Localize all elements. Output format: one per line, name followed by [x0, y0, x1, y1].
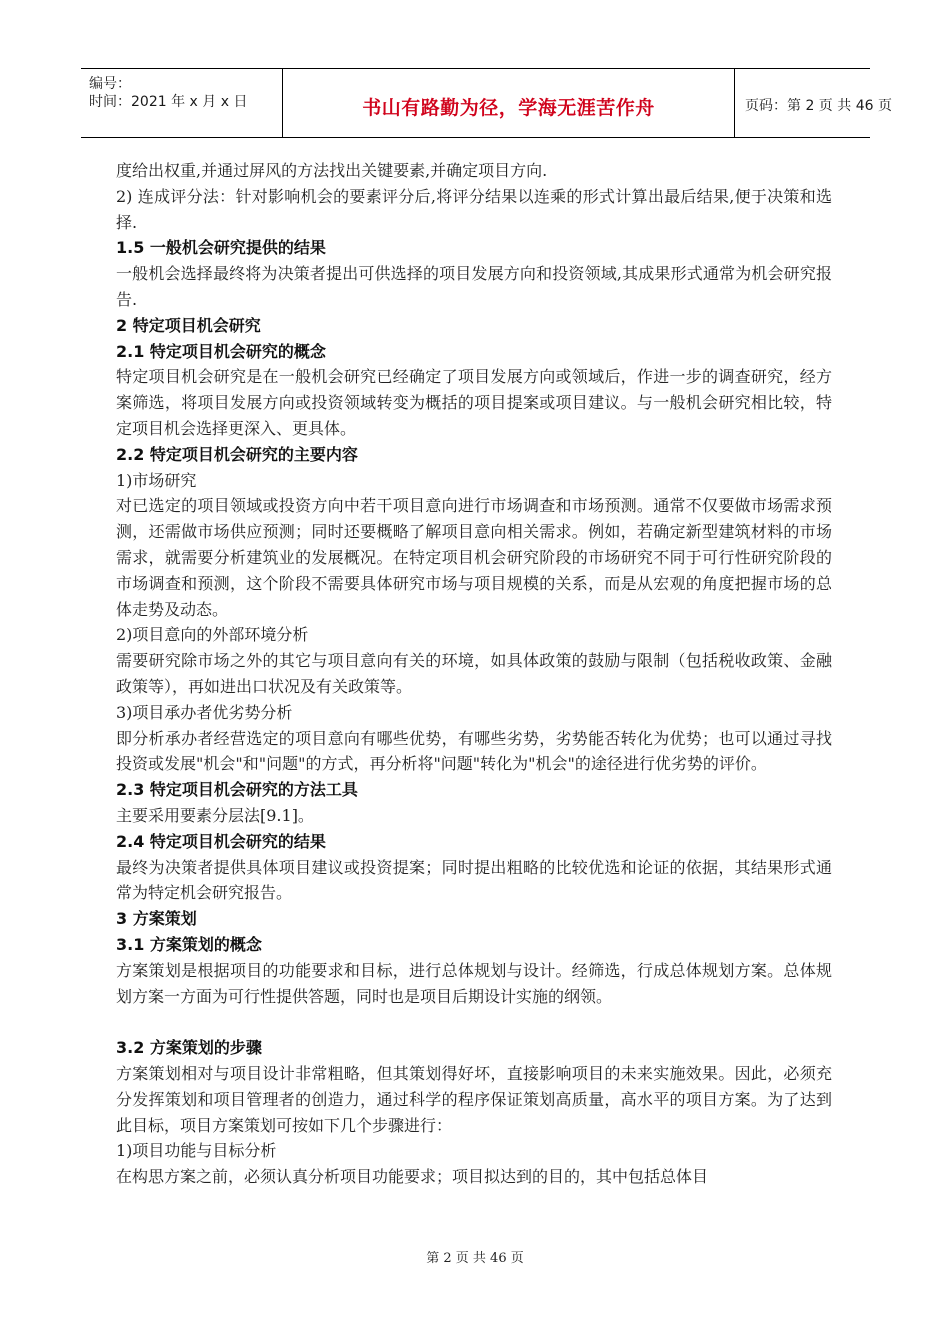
body-paragraph: 3)项目承办者优劣势分析	[116, 702, 293, 722]
section-heading: 3.1 方案策划的概念	[116, 934, 262, 954]
header-meta-cell	[81, 69, 283, 137]
section-heading: 3 方案策划	[116, 909, 197, 929]
document-body	[116, 158, 832, 1190]
header-motto: 书山有路勤为径，学海无涯苦作舟	[362, 97, 655, 119]
body-paragraph: 特定项目机会研究是在一般机会研究已经确定了项目发展方向或领域后，作进一步的调查研究，经方案筛选，将项目发展方向或投资领域转变为概括的项目提案或项目建议。与一般机会研究相比较，特定项目机会选择更深入、更具体。	[116, 367, 832, 438]
footer-page-number: 第 2 页 共 46 页	[426, 1251, 524, 1266]
body-paragraph: 一般机会选择最终将为决策者提出可供选择的项目发展方向和投资领域,其成果形式通常为机会研究报告.	[116, 264, 832, 309]
body-paragraph: 需要研究除市场之外的其它与项目意向有关的环境，如具体政策的鼓励与限制（包括税收政策、金融政策等），再如进出口状况及有关政策等。	[116, 651, 832, 696]
header-page-cell	[735, 69, 892, 137]
document-number-label: 编号：	[89, 76, 131, 92]
paragraph-spacer	[116, 1009, 832, 1035]
body-paragraph: 1)市场研究	[116, 470, 197, 490]
section-heading: 2 特定项目机会研究	[116, 315, 261, 335]
body-paragraph: 对已选定的项目领域或投资方向中若干项目意向进行市场调查和市场预测。通常不仅要做市场需求预测，还需做市场供应预测；同时还要概略了解项目意向相关需求。例如，若确定新型建筑材料的市场需求，就需要分析建筑业的发展概况。在特定项目机会研究阶段的市场研究不同于可行性研究阶段的市场调查和预测，这个阶段不需要具体研究市场与项目规模的关系，而是从宏观的角度把握市场的总体走势及动态。	[116, 496, 832, 619]
section-heading: 2.3 特定项目机会研究的方法工具	[116, 780, 358, 800]
section-heading: 2.1 特定项目机会研究的概念	[116, 341, 326, 361]
header-page-code: 页码：第 2 页 共 46 页	[745, 98, 892, 114]
section-heading: 3.2 方案策划的步骤	[116, 1038, 262, 1058]
body-paragraph: 在构思方案之前，必须认真分析项目功能要求；项目拟达到的目的，其中包括总体目	[116, 1167, 709, 1187]
body-paragraph: 1)项目功能与目标分析	[116, 1141, 277, 1161]
body-paragraph: 2) 连成评分法：针对影响机会的要素评分后,将评分结果以连乘的形式计算出最后结果,便于决策和选择.	[116, 186, 832, 232]
body-paragraph: 方案策划相对与项目设计非常粗略，但其策划得好坏，直接影响项目的未来实施效果。因此，必须充分发挥策划和项目管理者的创造力，通过科学的程序保证策划高质量，高水平的项目方案。为了达到此目标，项目方案策划可按如下几个步骤进行：	[116, 1064, 832, 1135]
body-paragraph: 最终为决策者提供具体项目建议或投资提案；同时提出粗略的比较优选和论证的依据，其结果形式通常为特定机会研究报告。	[116, 857, 832, 903]
section-heading: 2.4 特定项目机会研究的结果	[116, 831, 326, 851]
body-paragraph: 即分析承办者经营选定的项目意向有哪些优势，有哪些劣势，劣势能否转化为优势；也可以通过寻找投资或发展"机会"和"问题"的方式，再分析将"问题"转化为"机会"的途径进行优劣势的评价。	[116, 728, 832, 774]
header-motto-cell	[283, 69, 735, 137]
body-paragraph: 度给出权重,并通过屏风的方法找出关键要素,并确定项目方向.	[116, 161, 548, 180]
section-heading: 2.2 特定项目机会研究的主要内容	[116, 444, 358, 464]
body-paragraph: 方案策划是根据项目的功能要求和目标，进行总体规划与设计。经筛选，行成总体规划方案。总体规划方案一方面为可行性提供答题，同时也是项目后期设计实施的纲领。	[116, 960, 832, 1006]
section-heading: 1.5 一般机会研究提供的结果	[116, 238, 326, 258]
body-paragraph: 主要采用要素分层法[9.1]。	[116, 805, 314, 825]
header-table	[81, 68, 892, 138]
page-footer	[0, 1247, 950, 1266]
document-date-label: 时间：2021 年 x 月 x 日	[89, 94, 248, 110]
body-paragraph: 2)项目意向的外部环境分析	[116, 625, 309, 645]
